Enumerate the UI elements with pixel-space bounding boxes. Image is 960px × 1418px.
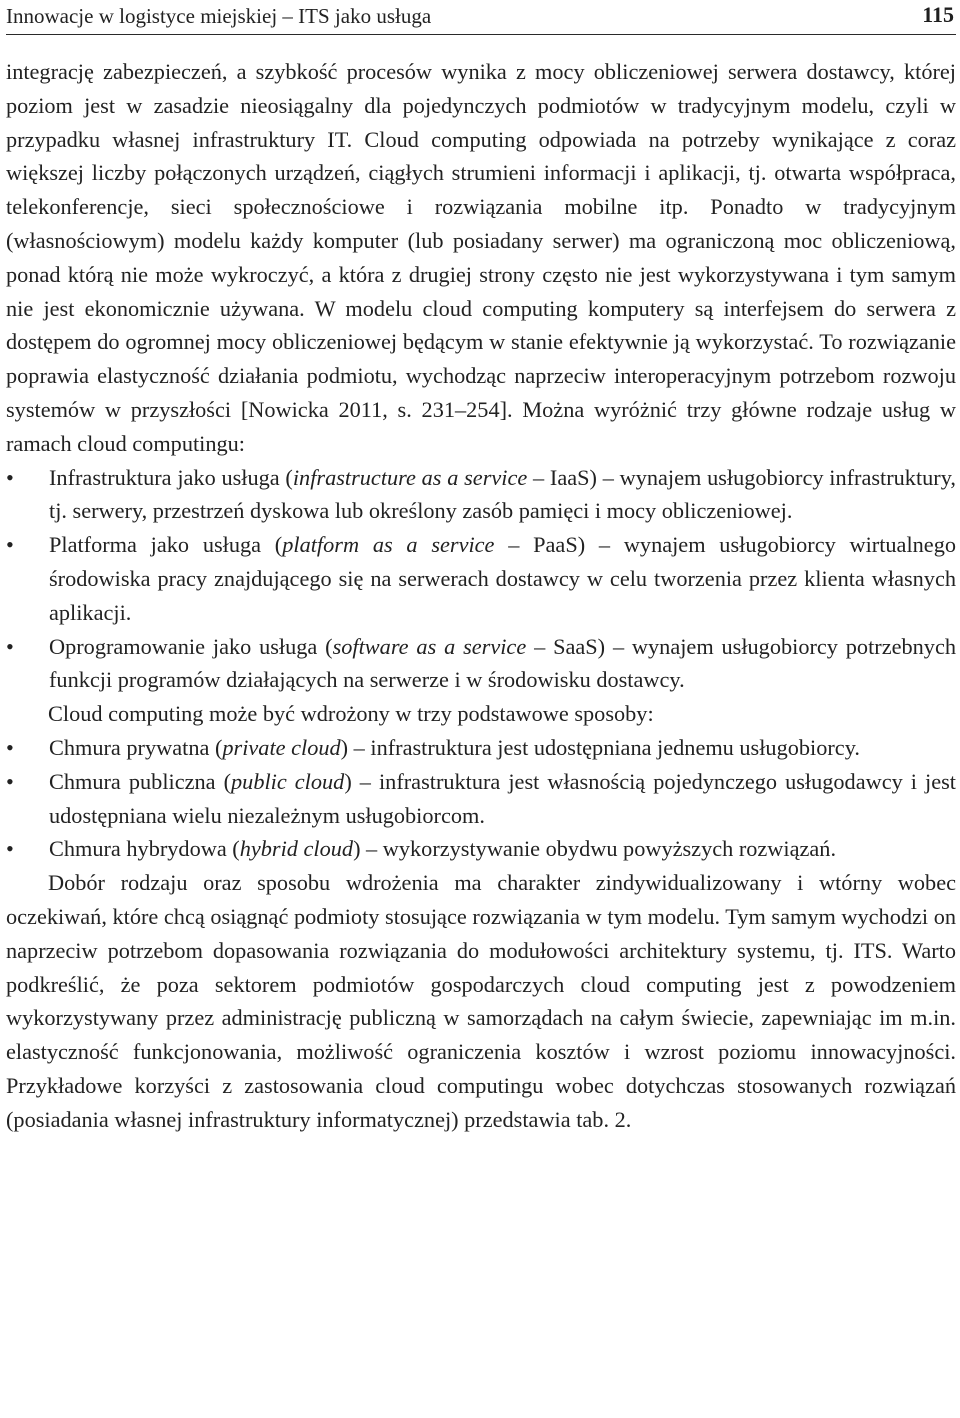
list-item-italic-term: platform as a service (282, 532, 495, 558)
list-item-text-before: Chmura publiczna ( (49, 768, 232, 794)
body-text (6, 55, 956, 1137)
paragraph-3: Dobór rodzaju oraz sposobu wdrożenia ma charakter zindywidualizowany i wtórny wobec oczekiwań, które chcą osiągnąć podmioty stosujące rozwiązania w tym modelu. Tym samym wychodzi on naprzeciw potrzebom dopasowania rozwiązania do modułowości architektury systemu, tj. ITS. Warto podkreślić, że poza sektorem podmiotów gospodarczych cloud computing jest z powodzeniem wykorzystywany przez administrację publiczną w samorządach na całym świecie, zapewniając im m.in. elastyczność funkcjonowania, możliwość ograniczenia kosztów i wzrost poziomu innowacyjności. Przykładowe korzyści z zastosowania cloud computingu wobec dotychczas stosowanych rozwiązań (posiadania własnej infrastruktury informatycznej) przedstawia tab. 2. (6, 870, 956, 1132)
bullet-icon: • (6, 633, 14, 659)
paragraph-1: integrację zabezpieczeń, a szybkość procesów wynika z mocy obliczeniowej serwera dostawcy, której poziom jest w zasadzie nieosiągalny dla pojedynczych podmiotów w tradycyjnym modelu, czyli w przypadku własnej infrastruktury IT. Cloud computing odpowiada na potrzeby wynikające z coraz większej liczby połączonych urządzeń, ciągłych strumieni informacji i aplikacji, tj. otwarta współpraca, telekonferencje, sieci społecznościowe i rozwiązania mobilne itp. Ponadto w tradycyjnym (własnościowym) modelu każdy komputer (lub posiadany serwer) ma ograniczoną moc obliczeniową, ponad którą nie może wykroczyć, a która z drugiej strony często nie jest wykorzystywana i tym samym nie jest ekonomicznie używana. W modelu cloud computing komputery są interfejsem do serwera z dostępem do ogromnej mocy obliczeniowej będącym w stanie efektywnie ją wykorzystać. To rozwiązanie poprawia elastyczność działania podmiotu, wychodząc naprzeciw interoperacyjnym potrzebom rozwoju systemów w przyszłości [Nowicka 2011, s. 231–254]. Można wyróżnić trzy główne rodzaje usług w ramach cloud computingu: (6, 59, 956, 456)
list-item-italic-term: private cloud (222, 734, 341, 760)
list-item-text-after: – PaaS) – wynajem usługobiorcy wirtualnego środowiska pracy znajdującego się na serwerach dostawcy w celu tworzenia przez klienta własnych aplikacji. (49, 532, 956, 625)
list-item-italic-term: public cloud (231, 768, 345, 794)
bullet-icon: • (6, 768, 14, 794)
list-item-text-before: Platforma jako usługa ( (49, 532, 283, 558)
bullet-icon: • (6, 734, 14, 760)
list-item-text-after: ) – infrastruktura jest własnością pojedynczego usługodawcy i jest udostępniana wielu niezależnym usługobiorcom. (49, 768, 956, 828)
bullet-icon: • (6, 836, 14, 862)
list-item (6, 528, 956, 629)
running-title: Innowacje w logistyce miejskiej – ITS jako usługa (6, 4, 432, 28)
page-number: 115 (922, 2, 954, 27)
list-item (6, 630, 956, 698)
list-item-text-before: Chmura hybrydowa ( (49, 836, 240, 862)
list-item-text-before: Chmura prywatna ( (49, 734, 223, 760)
service-types-list (6, 461, 956, 698)
list-item (6, 765, 956, 833)
bullet-icon: • (6, 532, 14, 558)
list-item-text-before: Infrastruktura jako usługa ( (49, 464, 293, 490)
list-item (6, 461, 956, 529)
list-item-text-after: – SaaS) – wynajem usługobiorcy potrzebnych funkcji programów działających na serwerze i w środowisku dostawcy. (49, 633, 956, 693)
list-item-italic-term: software as a service (332, 633, 527, 659)
document-page (6, 0, 956, 1137)
deployment-models-list (6, 731, 956, 866)
paragraph-2: Cloud computing może być wdrożony w trzy podstawowe sposoby: (48, 701, 654, 727)
list-item-italic-term: hybrid cloud (239, 836, 354, 862)
list-item-text-after: ) – infrastruktura jest udostępniana jednemu usługobiorcy. (340, 734, 860, 760)
page-header (6, 0, 956, 35)
list-item-text-before: Oprogramowanie jako usługa ( (49, 633, 333, 659)
list-item-text-after: ) – wykorzystywanie obydwu powyższych rozwiązań. (353, 836, 837, 862)
list-item (6, 832, 956, 866)
bullet-icon: • (6, 464, 14, 490)
list-item-italic-term: infrastructure as a service (292, 464, 528, 490)
list-item-text-after: – IaaS) – wynajem usługobiorcy infrastruktury, tj. serwery, przestrzeń dyskowa lub określony zasób pamięci i mocy obliczeniowej. (49, 464, 956, 524)
list-item (6, 731, 956, 765)
